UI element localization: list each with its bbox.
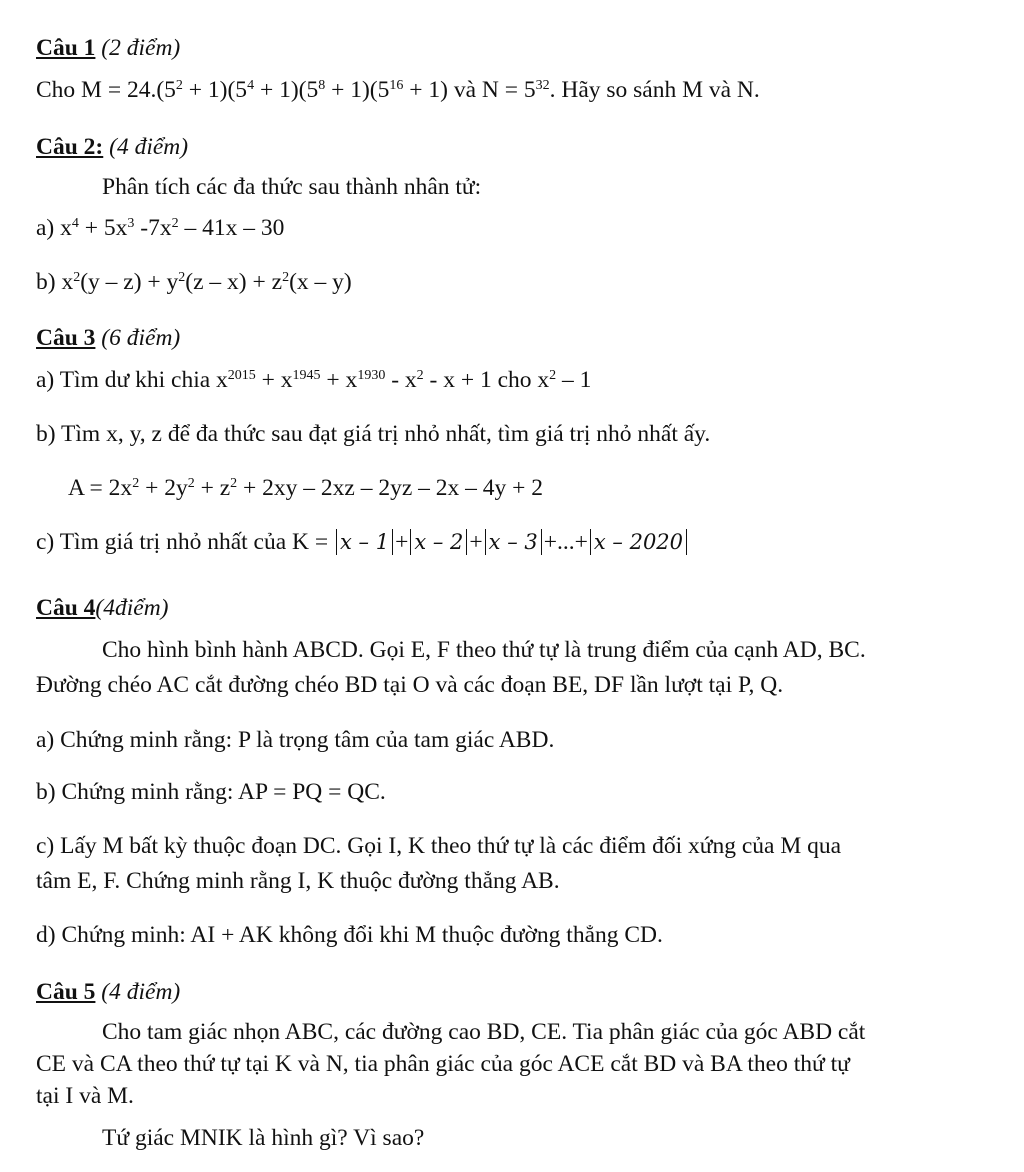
abs-term-4: x – 2020 xyxy=(590,529,687,555)
q4-part-c-line1: c) Lấy M bất kỳ thuộc đoạn DC. Gọi I, K theo thứ tự là các điểm đối xứng của M qua xyxy=(36,833,842,859)
q4-part-b: b) Chứng minh rằng: AP = PQ = QC. xyxy=(36,779,386,805)
q3-part-a: a) Tìm dư khi chia $x^{2015} + x^{1945} + x^{1930} - x^2 - x + 1$ cho $x^2 - 1$ xyxy=(36,367,592,393)
q3-heading xyxy=(36,324,180,352)
q2-points: (4 điểm) xyxy=(109,134,189,160)
q4-heading xyxy=(36,594,169,622)
q5-paragraph-3: tại I và M. xyxy=(36,1083,134,1109)
q3-points: (6 điểm) xyxy=(101,325,181,351)
q1-heading xyxy=(36,34,180,62)
q5-paragraph-1: Cho tam giác nhọn ABC, các đường cao BD, CE. Tia phân giác của góc ABD cắt xyxy=(102,1019,866,1045)
q4-part-d: d) Chứng minh: AI + AK không đổi khi M thuộc đường thẳng CD. xyxy=(36,922,663,948)
q4-paragraph-2: Đường chéo AC cắt đường chéo BD tại O và các đoạn BE, DF lần lượt tại P, Q. xyxy=(36,672,784,698)
q2-title: Câu 2: xyxy=(36,134,104,160)
q1-title: Câu 1 xyxy=(36,35,96,61)
q4-title: Câu 4 xyxy=(36,595,96,621)
q3-part-c: c) Tìm giá trị nhỏ nhất của K = x – 1 + x – 2 + x – 3 +...+ x – 2020 xyxy=(36,528,689,556)
q3-part-b: b) Tìm x, y, z để đa thức sau đạt giá trị nhỏ nhất, tìm giá trị nhỏ nhất ấy. xyxy=(36,421,711,447)
q4-part-a: a) Chứng minh rằng: P là trọng tâm của tam giác ABD. xyxy=(36,727,555,753)
q3-formula-a: $A = 2x^2 + 2y^2 + z^2 + 2xy - 2xz - 2yz - 2x - 4y + 2$ xyxy=(68,475,544,501)
q1-statement: Cho $M = 24.(5^2 + 1)(5^4 + 1)(5^8 + 1)(5^{16} + 1)$ và $N = 5^{32}$. Hãy so sánh M và N. xyxy=(36,77,760,103)
q2-part-a: a) $x^4 + 5x^3$ $-7x^2 - 41x - 30$ xyxy=(36,215,285,241)
q4-points: (4điểm) xyxy=(95,595,169,621)
q5-points: (4 điểm) xyxy=(101,979,181,1005)
q5-paragraph-2: CE và CA theo thứ tự tại K và N, tia phân giác của góc ACE cắt BD và BA theo thứ tự xyxy=(36,1051,850,1077)
q2-heading xyxy=(36,133,188,161)
q4-part-c-line2: tâm E, F. Chứng minh rằng I, K thuộc đường thẳng AB. xyxy=(36,868,560,894)
q5-heading xyxy=(36,978,180,1006)
abs-term-3: x – 3 xyxy=(485,529,542,555)
q5-title: Câu 5 xyxy=(36,979,96,1005)
q4-paragraph-1: Cho hình bình hành ABCD. Gọi E, F theo thứ tự là trung điểm của cạnh AD, BC. xyxy=(102,637,866,663)
abs-term-1: x – 1 xyxy=(336,529,393,555)
q3-title: Câu 3 xyxy=(36,325,96,351)
q2-intro: Phân tích các đa thức sau thành nhân tử: xyxy=(102,174,482,200)
abs-term-2: x – 2 xyxy=(410,529,467,555)
q1-points: (2 điểm) xyxy=(101,35,181,61)
q5-question: Tứ giác MNIK là hình gì? Vì sao? xyxy=(102,1125,425,1151)
q2-part-b: b) $x^2(y - z) + y^2(z - x) + z^2(x - y)$ xyxy=(36,269,352,295)
